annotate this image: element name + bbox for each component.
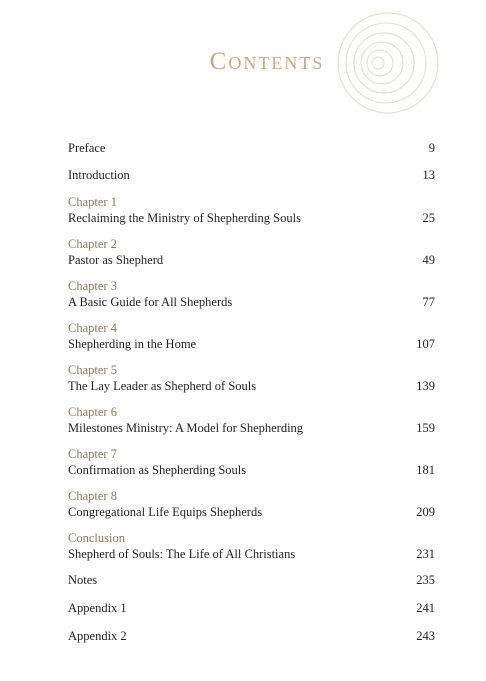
toc-page-number: 25 [422,211,435,225]
toc-page-number: 241 [416,601,435,615]
toc-entry[interactable] [68,530,435,562]
toc-entry[interactable] [68,600,435,616]
toc-entry[interactable] [68,488,435,520]
toc-entry-title: Confirmation as Shepherding Souls [68,463,247,477]
toc-chapter-label: Chapter 7 [68,447,117,461]
toc-entry[interactable] [68,572,435,588]
toc-page-number: 181 [416,463,435,477]
toc-page-number: 13 [422,168,435,182]
toc-chapter-label: Chapter 5 [68,363,117,377]
toc-entry[interactable] [68,446,435,478]
toc-entry[interactable] [68,404,435,436]
toc-entry[interactable] [68,278,435,310]
toc-page-number: 243 [416,629,435,643]
toc-entry[interactable] [68,140,435,156]
toc-entry[interactable] [68,194,435,226]
toc-page-number: 49 [422,253,435,267]
toc-chapter-label: Chapter 3 [68,279,117,293]
toc-page-number: 107 [416,337,435,351]
toc-entry[interactable] [68,320,435,352]
toc-chapter-label: Chapter 4 [68,321,117,335]
toc-entry-title: A Basic Guide for All Shepherds [68,295,233,309]
toc-entry-title: Reclaiming the Ministry of Shepherding Souls [68,211,301,225]
toc-entry-title: Introduction [68,168,130,182]
toc-entry-title: Appendix 1 [68,601,127,615]
toc-entry[interactable] [68,362,435,394]
toc-page-number: 139 [416,379,435,393]
toc-chapter-label: Chapter 8 [68,489,117,503]
toc-entry-title: Preface [68,141,106,155]
toc-chapter-label: Chapter 2 [68,237,117,251]
toc-entry[interactable] [68,236,435,268]
toc-page-number: 209 [416,505,435,519]
toc-entry-title: Congregational Life Equips Shepherds [68,505,263,519]
toc-entry-title: Shepherd of Souls: The Life of All Christians [68,547,296,561]
toc-entry-title: Pastor as Shepherd [68,253,164,267]
toc-chapter-label: Chapter 6 [68,405,117,419]
toc-entry-title: Notes [68,573,98,587]
toc-page-number: 235 [416,573,435,587]
page-title: Contents [209,48,325,75]
toc-chapter-label: Chapter 1 [68,195,117,209]
toc-entry[interactable] [68,628,435,644]
toc-entry-title: Appendix 2 [68,629,127,643]
toc-page-number: 159 [416,421,435,435]
toc-page-number: 231 [416,547,435,561]
toc-page-number: 77 [422,295,435,309]
toc-entry-title: Shepherding in the Home [68,337,197,351]
toc-page-number: 9 [428,141,435,155]
toc-entry-title: The Lay Leader as Shepherd of Souls [68,379,257,393]
toc-entry[interactable] [68,167,435,183]
toc-chapter-label: Conclusion [68,531,125,545]
toc-entry-title: Milestones Ministry: A Model for Shepherding [68,421,304,435]
